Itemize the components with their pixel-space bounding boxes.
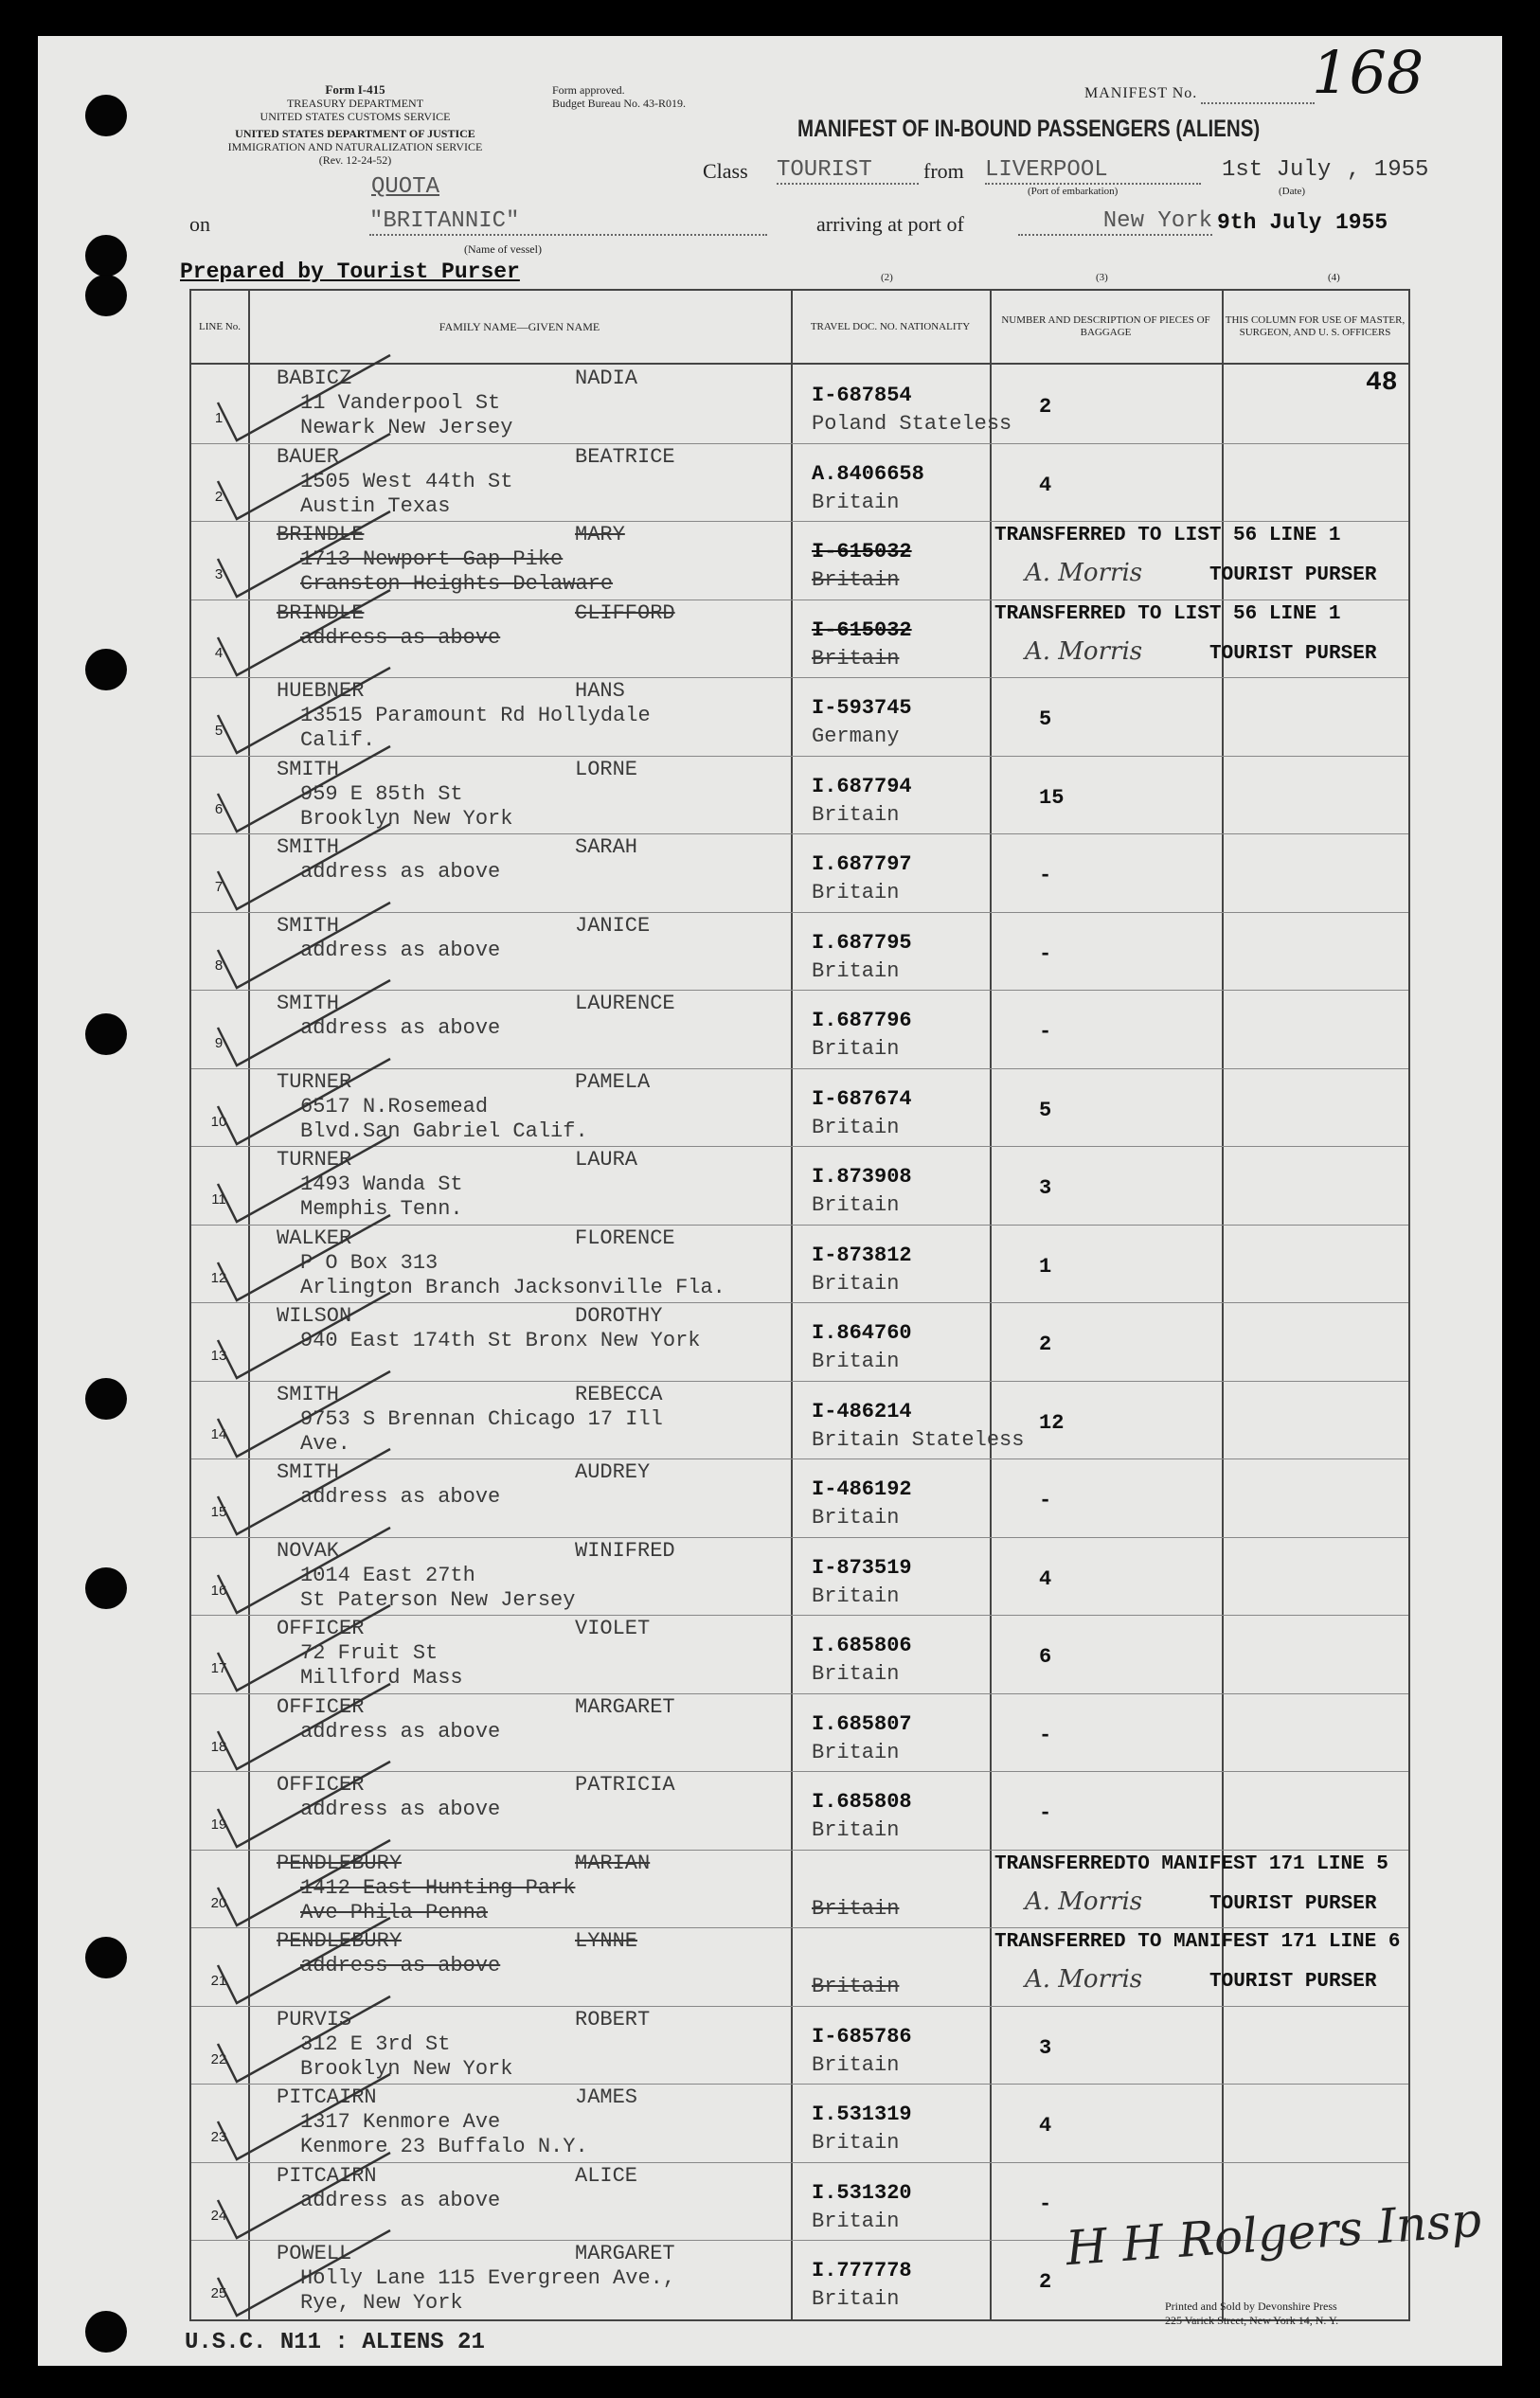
nationality: Britain — [812, 1818, 900, 1842]
punch-hole — [85, 2311, 127, 2353]
travel-document-number: I.864760 — [812, 1321, 912, 1345]
col-number-3: (3) — [1096, 272, 1108, 283]
passenger-address-line-1: address as above — [300, 1719, 501, 1744]
dept-customs: UNITED STATES CUSTOMS SERVICE — [260, 110, 451, 123]
row-line-number: 8 — [214, 957, 224, 974]
passenger-address-line-1: 1317 Kenmore Ave — [300, 2110, 501, 2134]
punch-hole — [85, 275, 127, 316]
dept-justice: UNITED STATES DEPARTMENT OF JUSTICE — [235, 127, 475, 140]
passenger-address-line-2: Millford Mass — [300, 1666, 463, 1690]
row-line-number: 14 — [210, 1425, 227, 1442]
passenger-address-line-1: address as above — [300, 2188, 501, 2212]
nationality: Britain — [812, 958, 900, 983]
passenger-address-line-2: Rye, New York — [300, 2291, 463, 2315]
punch-hole — [85, 235, 127, 277]
punch-hole — [85, 95, 127, 136]
baggage-count: - — [1039, 1801, 1052, 1825]
row-line-number: 5 — [214, 723, 224, 739]
form-approved: Form approved. — [552, 83, 625, 97]
passenger-count-note: 48 — [1366, 368, 1398, 398]
passenger-given-name: MARGARET — [575, 2242, 675, 2265]
row-line-number: 9 — [214, 1035, 224, 1051]
passenger-family-name: OFFICER — [277, 1773, 365, 1797]
travel-document-number: I-615032 — [812, 540, 912, 564]
passenger-address-line-2: Cranston Heights Delaware — [300, 572, 614, 596]
baggage-count: 5 — [1039, 707, 1052, 731]
passenger-address-line-2: Blvd.San Gabriel Calif. — [300, 1118, 588, 1143]
col-header-line-no: LINE No. — [199, 320, 241, 332]
nationality: Britain — [812, 1896, 900, 1921]
passenger-address-line-2: St Paterson New Jersey — [300, 1587, 576, 1612]
passenger-given-name: BEATRICE — [575, 444, 675, 469]
vessel-caption: (Name of vessel) — [464, 242, 542, 256]
row-line-number: 10 — [210, 1113, 227, 1130]
transfer-note: TRANSFERRED TO MANIFEST 171 LINE 6 — [994, 1931, 1401, 1953]
nationality: Britain — [812, 646, 900, 671]
passenger-address-line-1: 9753 S Brennan Chicago 17 Ill — [300, 1406, 663, 1431]
passenger-given-name: SARAH — [575, 835, 638, 859]
row-line-number: 24 — [210, 2207, 227, 2224]
travel-document-number: A.8406658 — [812, 461, 924, 486]
baggage-count: - — [1039, 864, 1052, 887]
passenger-given-name: NADIA — [575, 367, 638, 390]
document-title: MANIFEST OF IN-BOUND PASSENGERS (ALIENS) — [797, 116, 1261, 142]
passenger-family-name: OFFICER — [277, 1694, 365, 1719]
passenger-address-line-1: address as above — [300, 625, 501, 650]
port-caption: (Port of embarkation) — [1028, 186, 1119, 197]
travel-document-number: I-687854 — [812, 384, 912, 407]
baggage-count: 2 — [1039, 395, 1052, 419]
passenger-address-line-1: 940 East 174th St Bronx New York — [300, 1329, 701, 1352]
baggage-count: 3 — [1039, 2035, 1052, 2060]
passenger-given-name: MARGARET — [575, 1694, 675, 1719]
passenger-given-name: LAURENCE — [575, 992, 675, 1015]
passenger-given-name: ROBERT — [575, 2007, 651, 2031]
passenger-address-line-2: Brooklyn New York — [300, 806, 513, 831]
arrival-date: 9th July — [1217, 210, 1322, 235]
col-header-officers: THIS COLUMN FOR USE OF MASTER, SURGEON, AND U. S. OFFICERS — [1225, 314, 1406, 338]
passenger-given-name: WINIFRED — [575, 1538, 675, 1563]
punch-hole — [85, 1013, 127, 1055]
row-line-number: 23 — [210, 2129, 227, 2145]
passenger-address-line-2: Newark New Jersey — [300, 416, 513, 439]
dept-treasury: TREASURY DEPARTMENT — [286, 97, 424, 110]
baggage-count: 3 — [1039, 1176, 1052, 1200]
nationality: Poland Stateless — [812, 412, 1012, 436]
passenger-given-name: LAURA — [575, 1148, 638, 1172]
passenger-address-line-1: 11 Vanderpool St — [300, 391, 501, 415]
passenger-address-line-1: address as above — [300, 860, 501, 884]
embark-year: , 1955 — [1347, 157, 1429, 183]
baggage-count: - — [1039, 1723, 1052, 1747]
purser-signature: A. Morris — [1025, 1965, 1143, 1994]
travel-document-number: I-873519 — [812, 1555, 912, 1580]
baggage-count: - — [1039, 941, 1052, 966]
row-line-number: 20 — [210, 1894, 227, 1911]
passenger-family-name: SMITH — [277, 992, 340, 1015]
passenger-family-name: BAUER — [277, 444, 340, 469]
baggage-count: 12 — [1039, 1410, 1065, 1435]
travel-document-number: I.687795 — [812, 930, 912, 955]
manifest-no-line — [1201, 102, 1315, 104]
passenger-family-name: PURVIS — [277, 2007, 352, 2031]
purser-signature: A. Morris — [1025, 559, 1143, 587]
baggage-count: 4 — [1039, 1566, 1052, 1591]
transfer-note: TRANSFERRED TO LIST 56 LINE 1 — [994, 602, 1341, 625]
nationality: Britain — [812, 2131, 900, 2155]
row-line-number: 12 — [210, 1269, 227, 1286]
col-number-2: (2) — [881, 272, 893, 283]
budget-bureau: Budget Bureau No. 43-R019. — [552, 97, 686, 110]
passenger-family-name: PENDLEBURY — [277, 1851, 403, 1875]
punch-hole — [85, 649, 127, 690]
purser-signature: A. Morris — [1025, 1887, 1143, 1916]
class-value: TOURIST — [777, 157, 919, 185]
travel-document-number: I-687674 — [812, 1086, 912, 1111]
passenger-address-line-1: 1412 East Hunting Park — [300, 1875, 576, 1900]
purser-title: TOURIST PURSER — [1209, 1892, 1377, 1915]
passenger-family-name: PITCAIRN — [277, 2163, 377, 2188]
baggage-count: - — [1039, 2192, 1052, 2216]
form-approved-block — [552, 83, 686, 110]
travel-document-number: I-486214 — [812, 1399, 912, 1423]
nationality: Britain — [812, 1271, 900, 1296]
row-line-number: 22 — [210, 2050, 227, 2067]
passenger-address-line-1: 13515 Paramount Rd Hollydale — [300, 704, 651, 727]
row-line-number: 11 — [211, 1191, 226, 1208]
passenger-address-line-1: Holly Lane 115 Evergreen Ave., — [300, 2266, 676, 2290]
purser-title: TOURIST PURSER — [1209, 642, 1377, 665]
form-number: Form I-415 — [325, 82, 385, 97]
passenger-family-name: BRINDLE — [277, 523, 365, 546]
passenger-address-line-2: Ave Phila Penna — [300, 1900, 489, 1924]
col-header-name: FAMILY NAME—GIVEN NAME — [439, 319, 600, 333]
footer-designation: U.S.C. N11 : ALIENS 21 — [185, 2330, 485, 2355]
row-line-number: 6 — [214, 800, 224, 817]
row-line-number: 16 — [210, 1582, 227, 1599]
passenger-address-line-2: Kenmore 23 Buffalo N.Y. — [300, 2135, 588, 2158]
passenger-family-name: SMITH — [277, 1460, 340, 1484]
quota-label: QUOTA — [371, 174, 440, 200]
dept-ins: IMMIGRATION AND NATURALIZATION SERVICE — [227, 140, 483, 153]
passenger-family-name: SMITH — [277, 835, 340, 859]
travel-document-number: I-873812 — [812, 1243, 912, 1267]
passenger-given-name: CLIFFORD — [575, 600, 675, 625]
travel-document-number: I.873908 — [812, 1165, 912, 1189]
baggage-count: 15 — [1039, 785, 1065, 810]
passenger-address-line-2: Austin Texas — [300, 493, 451, 518]
travel-document-number: I.687796 — [812, 1009, 912, 1032]
arriving-label: arriving at port of — [816, 212, 964, 236]
inspector-signature: H H Rolgers Insp — [1064, 2192, 1483, 2277]
row-line-number: 19 — [210, 1816, 227, 1833]
transfer-note: TRANSFERRED TO LIST 56 LINE 1 — [994, 525, 1341, 546]
punch-hole — [85, 1567, 127, 1609]
transfer-note: TRANSFERREDTO MANIFEST 171 LINE 5 — [994, 1852, 1388, 1875]
travel-document-number: I-615032 — [812, 617, 912, 642]
passenger-address-line-2: Arlington Branch Jacksonville Fla. — [300, 1275, 725, 1299]
passenger-given-name: HANS — [575, 679, 625, 703]
arrival-year: 1955 — [1335, 210, 1388, 235]
nationality: Britain — [812, 1584, 900, 1608]
passenger-address-line-1: address as above — [300, 1016, 501, 1040]
nationality: Britain — [812, 802, 900, 827]
passenger-given-name: PATRICIA — [575, 1773, 675, 1797]
punch-hole — [85, 1937, 127, 1978]
nationality: Britain Stateless — [812, 1427, 1025, 1452]
vessel-name: "BRITANNIC" — [369, 208, 767, 236]
passenger-given-name: DOROTHY — [575, 1304, 663, 1328]
nationality: Britain — [812, 1662, 900, 1686]
nationality: Britain — [812, 490, 900, 514]
row-line-number: 25 — [210, 2285, 227, 2301]
col-header-travel-doc: TRAVEL DOC. NO. NATIONALITY — [810, 320, 971, 332]
printer-line-2: 225 Varick Street, New York 14, N. Y. — [1165, 2314, 1339, 2327]
from-label: from — [923, 159, 964, 183]
passenger-given-name: MARY — [575, 523, 625, 546]
passenger-given-name: AUDREY — [575, 1460, 651, 1484]
baggage-count: - — [1039, 1020, 1052, 1044]
travel-document-number: I-593745 — [812, 696, 912, 720]
passenger-given-name: PAMELA — [575, 1069, 651, 1094]
prepared-by: Prepared by Tourist Purser — [180, 259, 520, 284]
nationality: Germany — [812, 725, 900, 748]
row-line-number: 3 — [214, 566, 224, 582]
arrival-port: New York — [1018, 208, 1212, 236]
passenger-given-name: JAMES — [575, 2085, 638, 2109]
baggage-count: 4 — [1039, 2114, 1052, 2138]
nationality: Britain — [812, 1350, 900, 1373]
passenger-address-line-1: 1493 Wanda St — [300, 1172, 463, 1196]
baggage-count: 4 — [1039, 473, 1052, 497]
manifest-number-handwritten: 168 — [1312, 38, 1424, 107]
nationality: Britain — [812, 881, 900, 904]
travel-document-number: I.685806 — [812, 1634, 912, 1657]
nationality: Britain — [812, 1975, 900, 1998]
row-line-number: 18 — [210, 1738, 227, 1755]
passenger-address-line-1: 72 Fruit St — [300, 1641, 439, 1665]
travel-document-number: I.685808 — [812, 1790, 912, 1814]
nationality: Britain — [812, 1037, 900, 1061]
passenger-given-name: MARIAN — [575, 1851, 651, 1875]
form-department-block — [185, 83, 526, 167]
on-label: on — [189, 212, 210, 236]
passenger-address-line-1: address as above — [300, 938, 501, 962]
passenger-family-name: SMITH — [277, 757, 340, 781]
passenger-table — [189, 272, 1410, 2321]
passenger-address-line-1: address as above — [300, 1954, 501, 1977]
nationality: Britain — [812, 1193, 900, 1217]
passenger-address-line-2: Ave. — [300, 1431, 350, 1456]
check-mark-icon — [210, 2221, 400, 2325]
passenger-address-line-1: 1505 West 44th St — [300, 469, 513, 493]
nationality: Britain — [812, 1740, 900, 1764]
passenger-given-name: ALICE — [575, 2163, 638, 2188]
manifest-no-label: MANIFEST No. — [1084, 85, 1198, 101]
passenger-family-name: SMITH — [277, 913, 340, 938]
passenger-given-name: VIOLET — [575, 1617, 651, 1640]
passenger-address-line-1: 6517 N.Rosemead — [300, 1094, 489, 1118]
row-line-number: 2 — [214, 488, 224, 505]
passenger-address-line-2: Memphis Tenn. — [300, 1197, 463, 1221]
passenger-address-line-1: 312 E 3rd St — [300, 2031, 451, 2056]
date-caption: (Date) — [1279, 186, 1306, 197]
nationality: Britain — [812, 1506, 900, 1530]
row-line-number: 7 — [214, 879, 224, 895]
passenger-family-name: PENDLEBURY — [277, 1929, 403, 1953]
passenger-address-line-1: address as above — [300, 1798, 501, 1821]
travel-document-number: I.777778 — [812, 2259, 912, 2282]
travel-document-number: I.687794 — [812, 774, 912, 798]
baggage-count: 1 — [1039, 1254, 1052, 1279]
purser-signature: A. Morris — [1025, 636, 1143, 666]
passenger-address-line-2: Calif. — [300, 728, 376, 752]
embark-date: 1st July — [1222, 157, 1332, 183]
passenger-family-name: SMITH — [277, 1382, 340, 1406]
travel-document-number: I-685786 — [812, 2024, 912, 2049]
passenger-address-line-1: address as above — [300, 1485, 501, 1509]
nationality: Britain — [812, 2209, 900, 2233]
class-label: Class — [703, 159, 748, 183]
row-line-number: 15 — [210, 1504, 227, 1520]
col-header-baggage: NUMBER AND DESCRIPTION OF PIECES OF BAGGAGE — [1001, 314, 1210, 338]
nationality: Britain — [812, 1115, 900, 1139]
passenger-family-name: BABICZ — [277, 367, 352, 390]
passenger-address-line-1: P O Box 313 — [300, 1250, 439, 1275]
passenger-address-line-1: 959 E 85th St — [300, 781, 463, 806]
passenger-address-line-2: Brooklyn New York — [300, 2056, 513, 2081]
travel-document-number: I.531320 — [812, 2180, 912, 2205]
punch-hole — [85, 1378, 127, 1420]
passenger-family-name: OFFICER — [277, 1617, 365, 1640]
purser-title: TOURIST PURSER — [1209, 564, 1377, 586]
passenger-address-line-1: 1014 East 27th — [300, 1563, 475, 1587]
baggage-count: 6 — [1039, 1645, 1052, 1669]
baggage-count: - — [1039, 1489, 1052, 1512]
passenger-family-name: TURNER — [277, 1148, 352, 1172]
nationality: Britain — [812, 2287, 900, 2311]
passenger-family-name: WILSON — [277, 1304, 352, 1328]
passenger-family-name: WALKER — [277, 1226, 352, 1250]
travel-document-number: I.531319 — [812, 2103, 912, 2126]
passenger-family-name: BRINDLE — [277, 600, 365, 625]
travel-document-number: I-486192 — [812, 1477, 912, 1501]
row-line-number: 13 — [210, 1348, 227, 1364]
baggage-count: 5 — [1039, 1098, 1052, 1122]
baggage-count: 2 — [1039, 2270, 1052, 2294]
row-line-number: 1 — [214, 410, 224, 426]
port-of-embarkation: LIVERPOOL — [985, 157, 1201, 185]
travel-document-number: I.685807 — [812, 1711, 912, 1736]
passenger-family-name: POWELL — [277, 2242, 352, 2265]
passenger-family-name: HUEBNER — [277, 679, 365, 703]
row-line-number: 21 — [210, 1973, 227, 1989]
nationality: Britain — [812, 2052, 900, 2077]
passenger-given-name: LYNNE — [575, 1929, 638, 1953]
printer-line-1: Printed and Sold by Devonshire Press — [1165, 2300, 1337, 2313]
purser-title: TOURIST PURSER — [1209, 1971, 1377, 1993]
passenger-family-name: NOVAK — [277, 1538, 340, 1563]
col-number-4: (4) — [1328, 272, 1340, 283]
passenger-given-name: JANICE — [575, 913, 651, 938]
row-line-number: 4 — [214, 644, 224, 661]
passenger-family-name: TURNER — [277, 1069, 352, 1094]
passenger-family-name: PITCAIRN — [277, 2085, 377, 2109]
travel-document-number: I.687797 — [812, 852, 912, 876]
passenger-given-name: REBECCA — [575, 1382, 663, 1406]
passenger-given-name: FLORENCE — [575, 1226, 675, 1250]
row-line-number: 17 — [210, 1660, 227, 1676]
form-revision: (Rev. 12-24-52) — [318, 153, 392, 167]
nationality: Britain — [812, 568, 900, 592]
passenger-address-line-1: 1713 Newport Gap Pike — [300, 547, 564, 571]
baggage-count: 2 — [1039, 1333, 1052, 1356]
passenger-given-name: LORNE — [575, 757, 638, 781]
